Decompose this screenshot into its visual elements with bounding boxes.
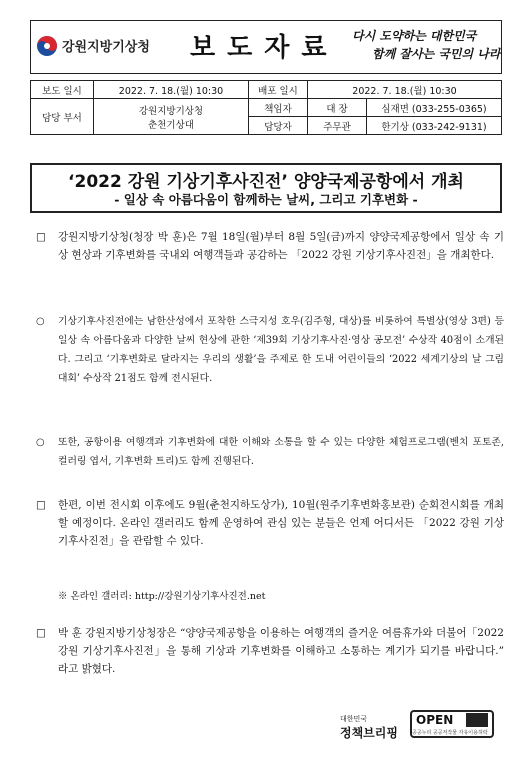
paragraph-3 bbox=[36, 433, 504, 471]
paragraph-4 bbox=[36, 496, 504, 550]
paragraph-3-text: 또한, 공항이용 여행객과 기후변화에 대한 이해와 소통을 할 수 있는 다양한 체험프로그램(벤치 포토존, 컬러링 엽서, 기후변화 트리)도 함께 진행된다. bbox=[58, 437, 504, 467]
open-license-sub: 공공누리 공공저작물 자유이용허락 bbox=[412, 730, 488, 736]
circle-bullet-icon: ○ bbox=[36, 437, 45, 448]
department-line1: 강원지방기상청 bbox=[138, 105, 204, 117]
contact-contact: 한기상 (033-242-9131) bbox=[367, 117, 502, 135]
headline-subtitle: - 일상 속 아름다움이 함께하는 날씨, 그리고 기후변화 - bbox=[114, 192, 418, 207]
responsible-title: 대 장 bbox=[308, 99, 367, 117]
license-badge-icon bbox=[466, 713, 488, 727]
paragraph-5-text: 박 훈 강원지방기상청장은 “양양국제공항을 이용하는 여행객의 즐거운 여름휴가와 더불어「2022 강원 기상기후사진전」을 통해 기상과 기후변화를 이해하고 소통하는 계기가 되기를 바랍니다.” 라고 밝혔다. bbox=[58, 627, 504, 675]
policy-briefing-small: 대한민국 bbox=[340, 715, 368, 723]
online-gallery-note: ※ 온라인 갤러리: http://강원기상기후사진전.net bbox=[58, 591, 266, 602]
policy-briefing-logo bbox=[340, 714, 398, 741]
distribution-value: 2022. 7. 18.(월) 10:30 bbox=[308, 81, 502, 99]
paragraph-1 bbox=[36, 228, 504, 264]
slogan-line1: 다시 도약하는 대한민국 bbox=[352, 29, 477, 43]
square-bullet-icon: □ bbox=[36, 499, 46, 511]
responsible-label: 책임자 bbox=[249, 99, 308, 117]
paragraph-2-text: 기상기후사진전에는 남한산성에서 포착한 스극지성 호우(김주형, 대상)를 비롯하여 특별상(영상 3편) 등 일상 속 아름다움과 다양한 날씨 현상에 관한 ‘제39회 기상기후사진·영상 공모전’ 수상작 40점이 소개된다. 그리고 ‘기후변화로 달라지는 우리의 생활’을 주제로 한 도내 어린이들의 ‘2022 세계기상의 날 그림대회’ 수상작 21점도 함께 전시된다. bbox=[58, 316, 504, 384]
government-logo-icon bbox=[36, 35, 58, 57]
headline-title: ‘2022 강원 기상기후사진전’ 양양국제공항에서 개최 bbox=[68, 172, 464, 192]
release-value: 2022. 7. 18.(월) 10:30 bbox=[94, 81, 249, 99]
open-license-label: OPEN bbox=[416, 713, 454, 727]
paragraph-5 bbox=[36, 624, 504, 678]
circle-bullet-icon: ○ bbox=[36, 316, 45, 327]
release-label: 보도 일시 bbox=[31, 81, 94, 99]
paragraph-4-text: 한편, 이번 전시회 이후에도 9월(춘천지하도상가), 10월(원주기후변화홍보관) 순회전시회를 개최할 예정이다. 온라인 갤러리도 함께 운영하여 관심 있는 분들은 언제 어디서든 「2022 강원 기상기후사진전」을 관람할 수 있다. bbox=[58, 499, 504, 547]
distribution-label: 배포 일시 bbox=[249, 81, 308, 99]
responsible-contact: 심재면 (033-255-0365) bbox=[367, 99, 502, 117]
contact-label: 담당자 bbox=[249, 117, 308, 135]
square-bullet-icon: □ bbox=[36, 231, 46, 243]
paragraph-2 bbox=[36, 312, 504, 388]
doc-type-title: 보도자료 bbox=[190, 33, 339, 63]
org-name: 강원지방기상청 bbox=[62, 40, 150, 55]
slogan-line2: 함께 잘사는 국민의 나라 bbox=[372, 47, 501, 61]
department-label: 담당 부서 bbox=[31, 99, 94, 135]
contact-title: 주무관 bbox=[308, 117, 367, 135]
policy-briefing-text: 정책브리핑 bbox=[340, 726, 398, 740]
paragraph-1-text: 강원지방기상청(청장 박 훈)은 7월 18일(월)부터 8월 5일(금)까지 양양국제공항에서 일상 속 기상 현상과 기후변화를 국내외 여행객들과 공감하는 「2022 강원 기상기후사진전」을 개최한다. bbox=[58, 231, 504, 261]
department-value bbox=[94, 99, 249, 135]
square-bullet-icon: □ bbox=[36, 627, 46, 639]
release-info-table bbox=[30, 80, 502, 135]
department-line2: 춘천기상대 bbox=[148, 119, 194, 131]
